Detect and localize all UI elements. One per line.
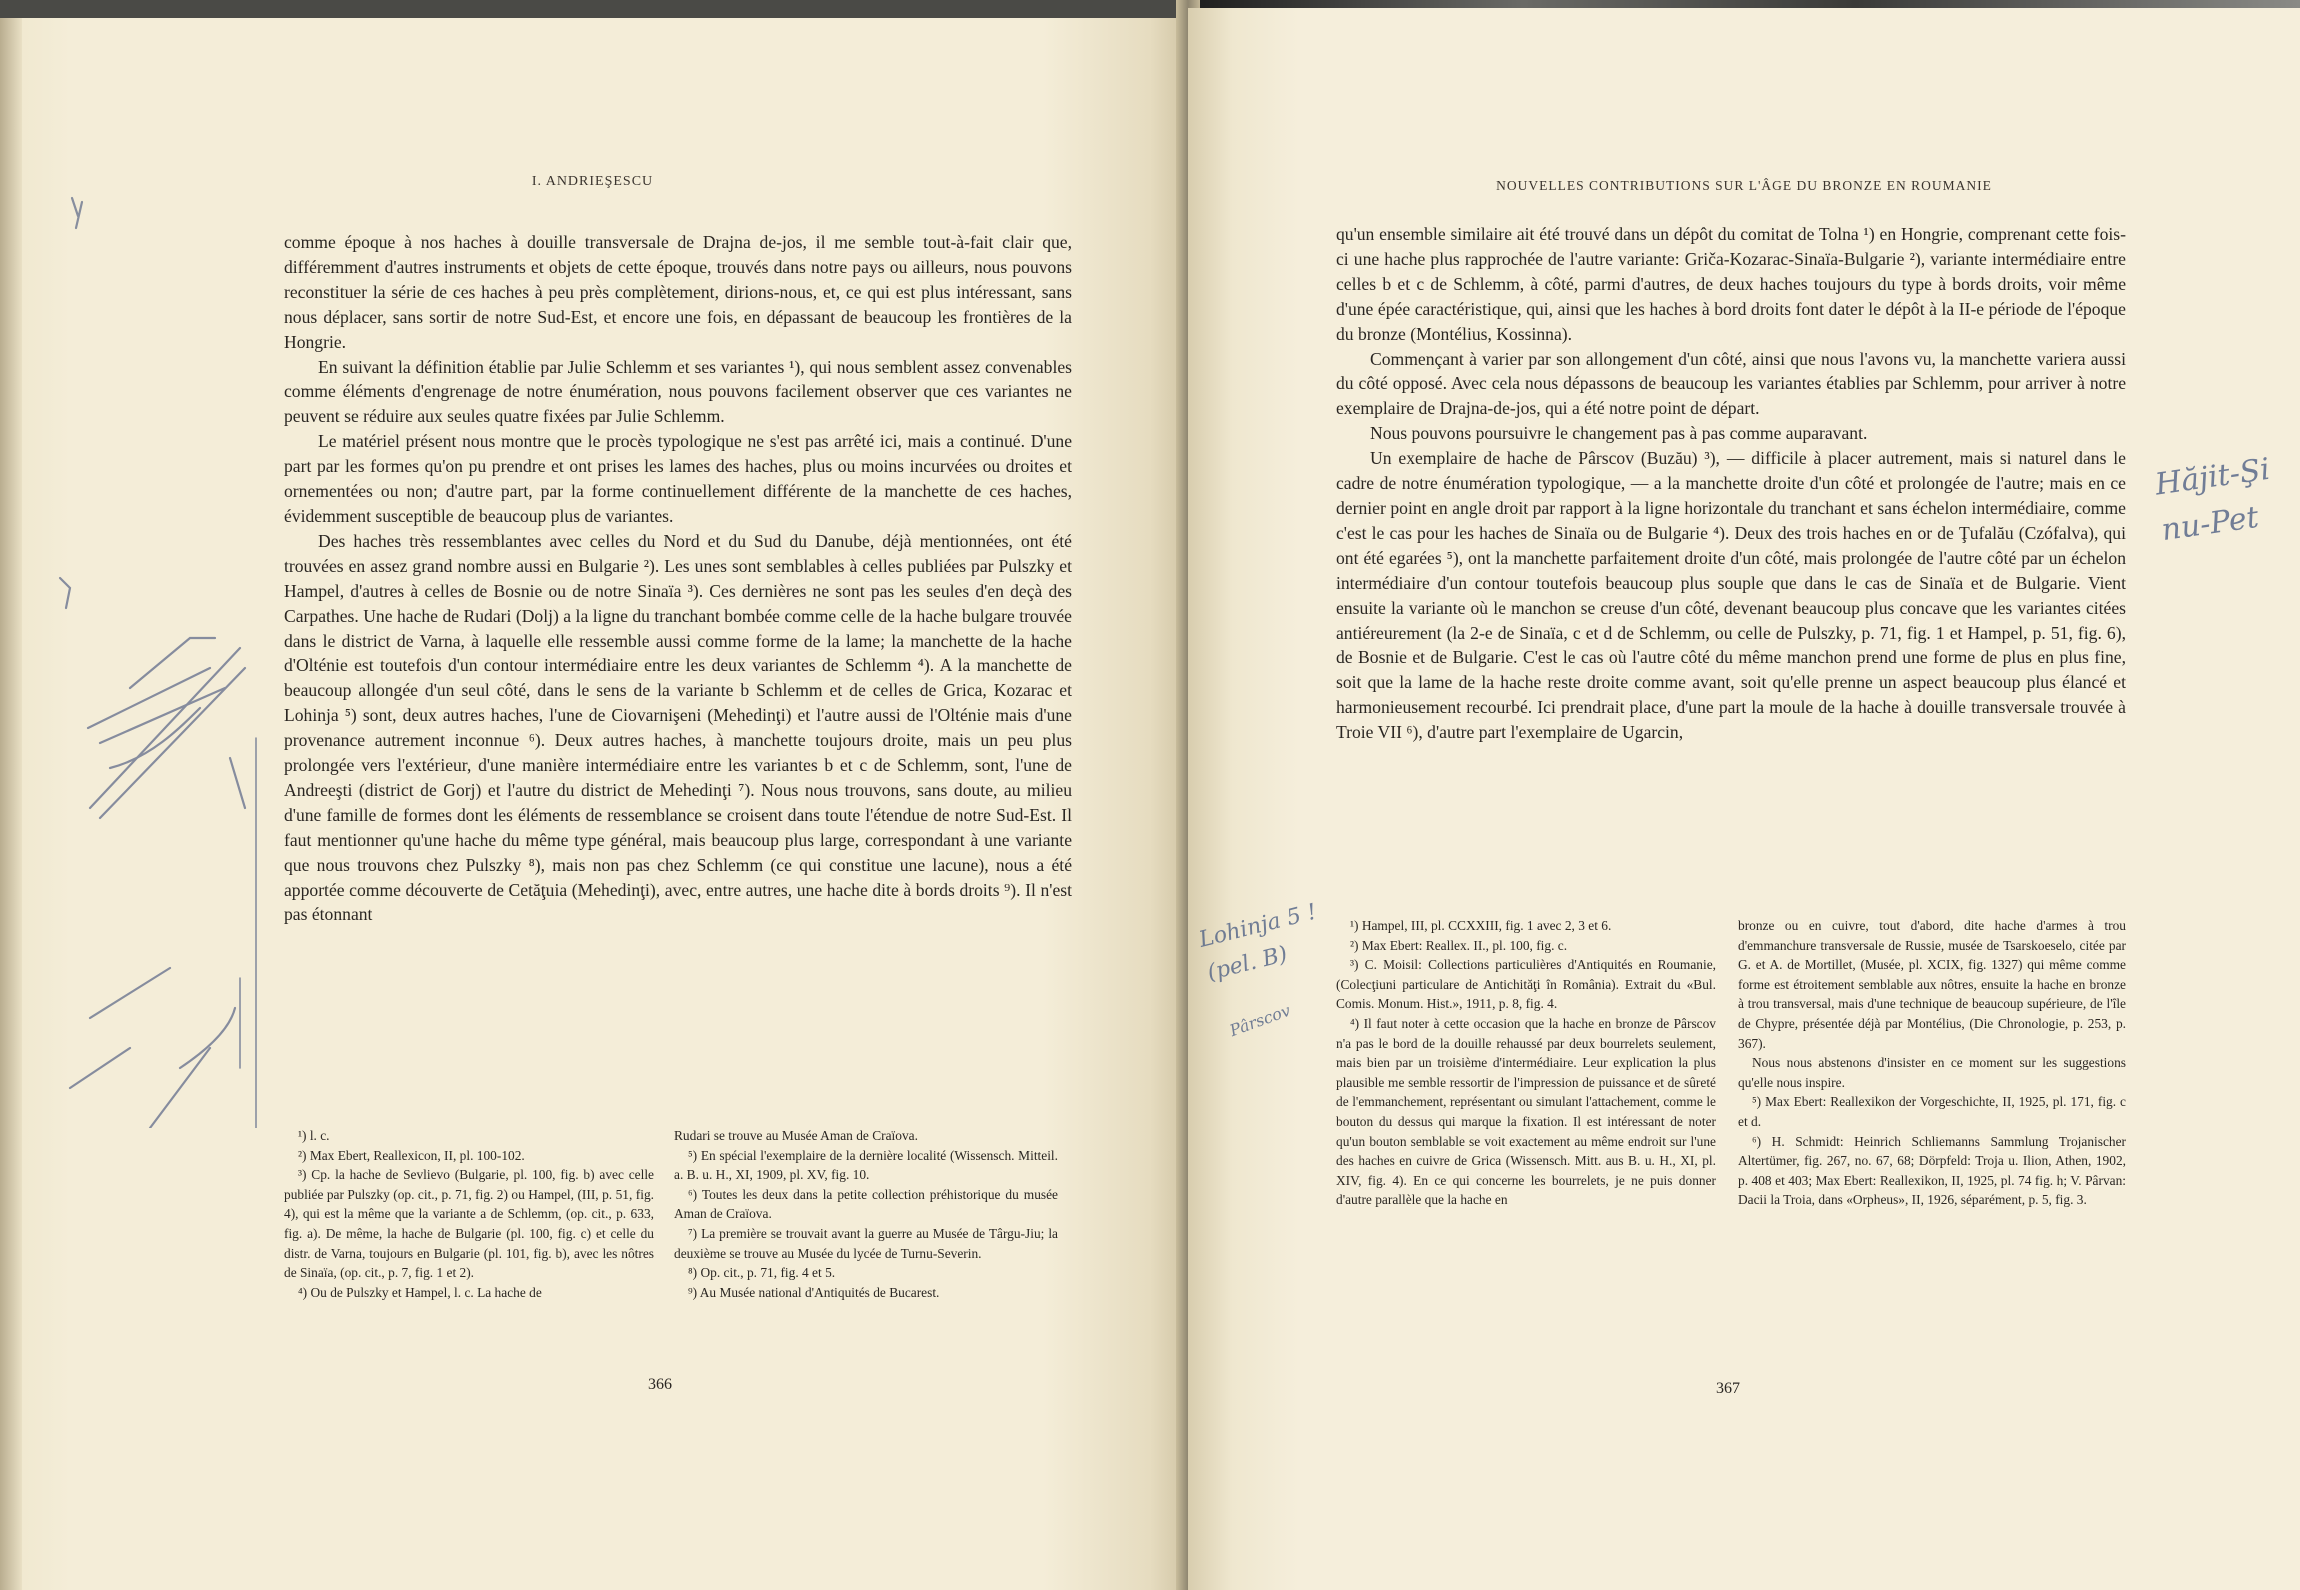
right-page	[1188, 8, 2300, 1590]
footnote: ⁴) Ou de Pulszky et Hampel, l. c. La hache de	[298, 1284, 542, 1300]
margin-annotation-small: Pârscov	[1227, 1000, 1293, 1041]
footnote: ⁵) Max Ebert: Reallexikon der Vorgeschichte, II, 1925, pl. 171, fig. c et d.	[1738, 1094, 2126, 1129]
footnote: ⁷) La première se trouvait avant la guerre au Musée de Târgu-Jiu; la deuxième se trouve au Musée du lycée de Turnu-Severin.	[674, 1225, 1058, 1261]
footnote: ³) C. Moisil: Collections particulières d'Antiquités en Roumanie, (Colecţiuni particulare de Antichităţi în România). Extrait du «Bul. Comis. Monum. Hist.», 1911, p. 8, fig. 4.	[1336, 957, 1716, 1012]
footnote: ²) Max Ebert: Reallex. II., pl. 100, fig. c.	[1350, 937, 1568, 953]
footnote: ¹) l. c.	[298, 1128, 330, 1143]
left-paragraph: En suivant la définition établie par Julie Schlemm et ses variantes ¹), qui nous semblent assez convenables comme éléments d'engrenage de notre énumération, nous pouvons facilement observer que ces variantes ne peuvent se réduire aux seules quatre fixées par Julie Schlemm.	[284, 356, 1072, 427]
footnote: ⁶) Toutes les deux dans la petite collection préhistorique du musée Aman de Craïova.	[674, 1186, 1058, 1222]
left-page	[0, 18, 1185, 1590]
margin-annotation-right: Hăjit-Şi nu-Pet	[2153, 451, 2273, 549]
footnote: ²) Max Ebert, Reallexicon, II, pl. 100-102.	[298, 1147, 525, 1163]
left-footnotes-col2	[674, 1126, 1058, 1302]
footnote: ⁸) Op. cit., p. 71, fig. 4 et 5.	[688, 1265, 836, 1281]
footnote: ³) Cp. la hache de Sevlievo (Bulgarie, pl. 100, fig. b) avec celle publiée par Pulszky (op. cit., p. 71, fig. 2) ou Hampel, (III, p. 51, fig. 4), qui est la même que la variante a de Schlemm, (op. cit., p. 633, fig. a). De même, la hache de Bulgarie (pl. 100, fig. c) et celle du distr. de Varna, toujours en Bulgarie (pl. 101, fig. b), avec les nôtres de Sinaïa, (op. cit., p. 7, fig. 1 et 2).	[284, 1167, 654, 1281]
left-footnotes-col1	[284, 1126, 654, 1302]
footnote: bronze ou en cuivre, tout d'abord, dite hache d'armes à trou d'emmanchure transversale de Russie, musée de Tsarskoeselo, citée par G. et A. de Mortillet, (Musée, pl. XCIX, fig. 1327) qui même comme forme est étroitement semblable aux nôtres, ensuite la hache en bronze à trou transversal, mais d'une technique de beaucoup supérieure, de l'île de Chypre, présentée déjà par Montélius, (Die Chronologie, p. 253, p. 367).	[1738, 918, 2126, 1051]
pencil-marginalia-drawing	[30, 168, 270, 1128]
footnote: ⁵) En spécial l'exemplaire de la dernière localité (Wissensch. Mitteil. a. B. u. H., XI, 1909, pl. XV, fig. 10.	[674, 1147, 1058, 1183]
left-paragraph: comme époque à nos haches à douille transversale de Drajna de-jos, il me semble tout-à-fait clair que, différemment d'autres instruments et objets de cette époque, trouvés dans notre pays ou ailleurs, nous pouvons reconstituer la série de ces haches à peu près complètement, dirions-nous, et, ce qui est plus intéressant, sans nous déplacer, sans sortir de notre Sud-Est, et encore une fois, en dépassant de beaucoup les frontières de la Hongrie.	[284, 232, 1072, 352]
footnote: ⁶) H. Schmidt: Heinrich Schliemanns Sammlung Trojanischer Altertümer, fig. 267, no. 67, 68; Dörpfeld: Troja u. Ilion, Athen, 1902, p. 408 et 403; Max Ebert: Reallexikon, II, 1925, pl. 74 fig. h; V. Pârvan: Dacii la Troia, dans «Orpheus», II, 1926, séparément, p. 5, fig. 3.	[1738, 1133, 2126, 1208]
footnote: ⁴) Il faut noter à cette occasion que la hache en bronze de Pârscov n'a pas le bord de la douille rehaussé par deux bourrelets seulement, mais bien par un troisième d'intermédiaire. Leur explication la plus plausible me semble ressortir de l'impression de puissance et de sûreté de l'emmanchement, représentant ou simulant l'attachement, comme le bouton du dessus qui marque la fixation. Il est intéressant de noter qu'un bouton semblable se voit exactement au même endroit sur l'une des haches en cuivre de Grica (Wissensch. Mitt. aus B. u. H., XI, pl. XIV, fig. 4). En ce qui concerne les bourrelets, je ne puis donner d'autre parallèle que la hache en	[1336, 1015, 1716, 1208]
footnote: Nous nous abstenons d'insister en ce moment sur les suggestions qu'elle nous inspire.	[1738, 1055, 2126, 1090]
right-page-number: 367	[1716, 1380, 1740, 1397]
footnote: Rudari se trouve au Musée Aman de Craïova.	[674, 1128, 918, 1143]
left-running-head: I. ANDRIEŞESCU	[531, 174, 654, 189]
left-body-text	[284, 230, 1072, 927]
left-page-number: 366	[648, 1376, 672, 1393]
right-footnotes-col2	[1738, 916, 2126, 1210]
left-paragraph: Des haches très ressemblantes avec celles du Nord et du Sud du Danube, déjà mentionnées, ont été trouvées en assez grand nombre aussi en Bulgarie ²). Les unes sont semblables à celles publiées par Pulszky et Hampel, d'autres à celles de Bosnie ou de notre Sinaïa ³). Ces dernières ne sont pas les seules d'en deçà des Carpathes. Une hache de Rudari (Dolj) a la ligne du tranchant bombée comme celle de la hache bulgare trouvée dans le district de Varna, à laquelle elle ressemble aussi comme forme de la lame; la manchette de la hache d'Olténie est toutefois d'un contour intermédiaire entre les deux variantes de Schlemm ⁴). A la manchette de beaucoup allongée d'un seul côté, dans le sens de la variante b Schlemm et de celles de Grica, Kozarac et Lohinja ⁵) sont, deux autres haches, l'une de Ciovarnişeni (Mehedinţi) et l'autre aussi de l'Olténie mais d'une provenance autrement inconnue ⁶). Deux autres haches, à manchette toujours droite, mais un peu plus prolongée vers l'extérieur, d'une manière intermédiaire entre les variantes b et c de Schlemm, sont, l'une de Andreeşti (district de Gorj) et l'autre du district de Mehedinţi ⁷). Nous nous trouvons, sans doute, au milieu d'une famille de formes dont les éléments de ressemblance se croisent dans toute l'étendue de notre Sud-Est. Il faut mentionner qu'une hache du même type général, mais beaucoup plus large, correspondant à une variante que nous trouvons chez Pulszky ⁸), mais non pas chez Schlemm (ce qui constitue une lacune), nous a été apportée comme découverte de Cetăţuia (Mehedinţi), avec, entre autres, une hache dite à bords droits ⁹). Il n'est pas étonnant	[284, 530, 1072, 925]
right-body-text	[1336, 222, 2126, 745]
margin-annotation-mid: Lohinja 5 ! (pel. B)	[1196, 899, 1320, 986]
left-page-edge	[0, 18, 22, 1590]
left-paragraph: Le matériel présent nous montre que le procès typologique ne s'est pas arrêté ici, mais a continué. D'une part par les formes qu'on pu prendre et ont prises les lames des haches, plus ou moins incurvées ou droites et ornementées ou non; d'autre part, par la forme continuellement différente de la manchette de ces haches, évidemment susceptible de beaucoup plus de variantes.	[284, 431, 1072, 526]
footnote: ¹) Hampel, III, pl. CCXXIII, fig. 1 avec 2, 3 et 6.	[1350, 918, 1612, 933]
right-paragraph: Commençant à varier par son allongement d'un côté, ainsi que nous l'avons vu, la manchette variera aussi du côté opposé. Avec cela nous dépassons de beaucoup les variantes établies par Schlemm, pour arriver à notre exemplaire de Drajna-de-jos, qui a été notre point de départ.	[1336, 348, 2126, 419]
right-paragraph: Un exemplaire de hache de Pârscov (Buzău) ³), — difficile à placer autrement, mais si naturel dans le cadre de notre énumération typologique, — a la manchette droite d'un côté et prolongée de l'autre; mais en ce dernier point en angle droit par rapport à la ligne horizontale du tranchant et sans échelon intermédiaire, comme c'est le cas pour les haches de Sinaïa ou de Bulgarie ⁴). Deux des trois haches en or de Ţufalău (Czófalva), qui ont été egarées ⁵), ont la manchette parfaitement droite d'un côté, mais prolongée de l'autre côté par un échelon intermédiaire d'un contour toutefois beaucoup plus souple que dans le cas de Sinaïa et de Bulgarie. Vient ensuite la variante où le manchon se creuse d'un côté, devenant beaucoup plus concave que les variantes citées antiéreurement (la 2-e de Sinaïa, c et d de Schlemm, ou celle de Pulszky, p. 71, fig. 1 et Hampel, p. 51, fig. 6), de Bosnie et de Bulgarie. C'est le cas où l'autre côté du même manchon prend une forme de plus en plus fine, soit que la lame de la hache reste droite comme avant, soit qu'elle prenne un aspect beaucoup plus élancé et harmonieusement recourbé. Ici prendrait place, d'une part la moule de la hache à douille transversale trouvée à Troie VII ⁶), d'autre part l'exemplaire de Ugarcin,	[1336, 448, 2126, 743]
right-footnotes-col1	[1336, 916, 1716, 1210]
right-running-head: NOUVELLES CONTRIBUTIONS SUR L'ÂGE DU BRONZE EN ROUMANIE	[1496, 178, 1992, 193]
right-paragraph: Nous pouvons poursuivre le changement pas à pas comme auparavant.	[1370, 423, 1868, 444]
right-paragraph: qu'un ensemble similaire ait été trouvé dans un dépôt du comitat de Tolna ¹) en Hongrie, comprenant cette fois-ci une hache plus rapprochée de l'autre variante: Griča-Kozarac-Sinaïa-Bulgarie ²), variante intermédiaire entre celles b et c de Schlemm, à côté, parmi d'autres, de deux haches toujours du type à bords droits, voir même d'une épée caractéristique, qui, ainsi que les haches à bord droits font dater le dépôt à la II-e période de l'époque du bronze (Montélius, Kossinna).	[1336, 224, 2126, 344]
footnote: ⁹) Au Musée national d'Antiquités de Bucarest.	[688, 1284, 940, 1300]
